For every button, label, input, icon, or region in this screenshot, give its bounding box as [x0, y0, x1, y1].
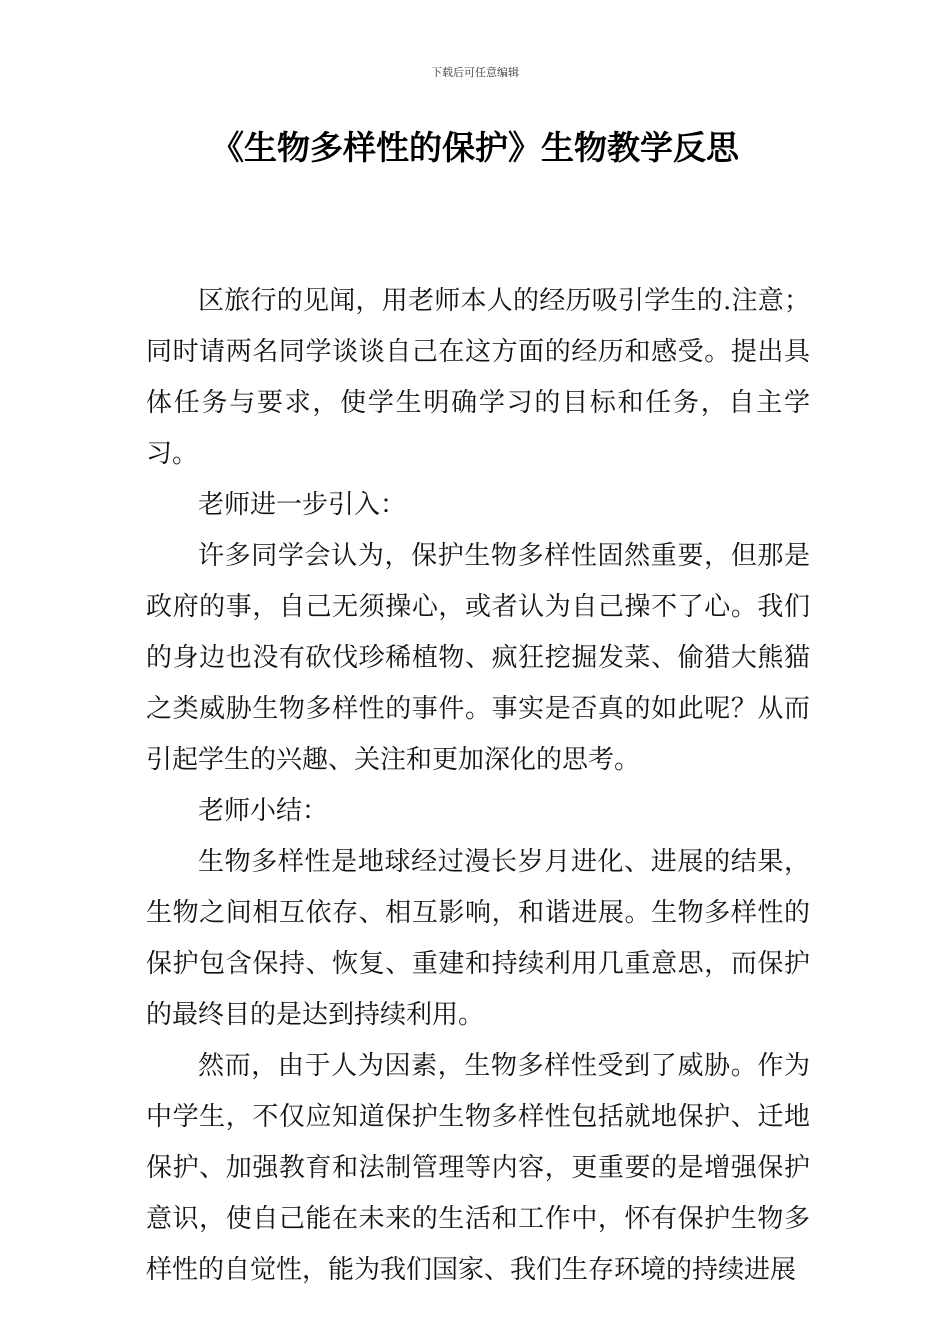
paragraph: 区旅行的见闻，用老师本人的经历吸引学生的.注意；同时请两名同学谈谈自己在这方面的经历和感受。提出具体任务与要求，使学生明确学习的目标和任务，自主学习。 [146, 286, 810, 469]
paragraph: 老师进一步引入： [198, 490, 407, 520]
document-body [146, 276, 810, 1296]
paragraph: 然而，由于人为因素，生物多样性受到了威胁。作为中学生，不仅应知道保护生物多样性包括就地保护、迁地保护、加强教育和法制管理等内容，更重要的是增强保护意识，使自己能在未来的生活和工作中，怀有保护生物多样性的自觉性，能为我们国家、我们生存环境的持续进展 [146, 1051, 810, 1285]
paragraph: 许多同学会认为，保护生物多样性固然重要，但那是政府的事，自己无须操心，或者认为自己操不了心。我们的身边也没有砍伐珍稀植物、疯狂挖掘发菜、偷猎大熊猫之类威胁生物多样性的事件。事实是否真的如此呢？从而引起学生的兴趣、关注和更加深化的思考。 [146, 541, 810, 775]
header-note: 下载后可任意编辑 [431, 66, 519, 79]
paragraph: 生物多样性是地球经过漫长岁月进化、进展的结果，生物之间相互依存、相互影响，和谐进展。生物多样性的保护包含保持、恢复、重建和持续利用几重意思，而保护的最终目的是达到持续利用。 [146, 847, 810, 1030]
document-title: 《生物多样性的保护》生物教学反思 [211, 128, 739, 167]
paragraph: 老师小结： [198, 796, 329, 826]
